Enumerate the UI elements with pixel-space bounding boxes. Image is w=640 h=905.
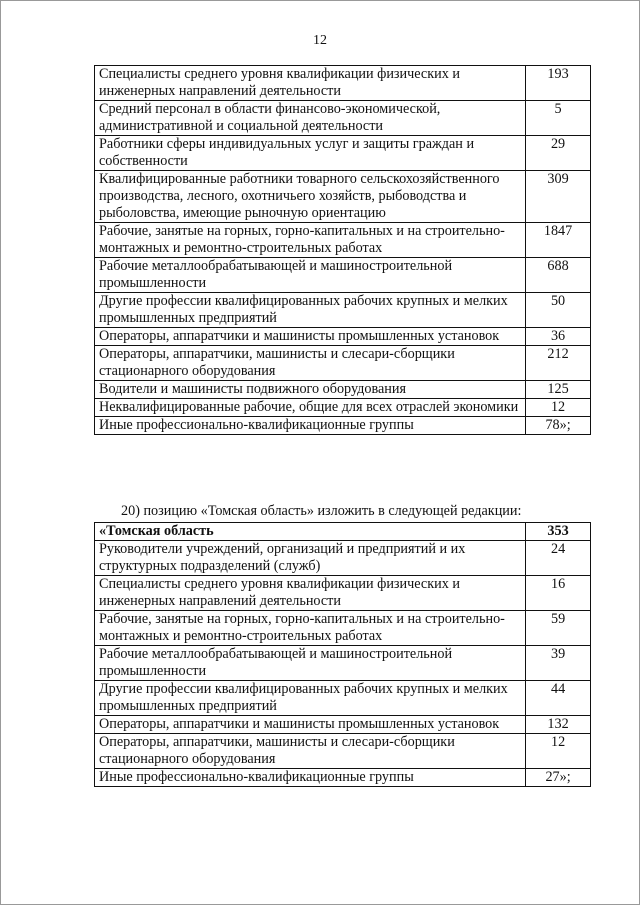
quota-value-cell: 1847 [526, 223, 591, 258]
quota-value-cell: 12 [526, 399, 591, 417]
quota-value-cell: 29 [526, 136, 591, 171]
occupation-group-cell: Руководители учреждений, организаций и предприятий и их структурных подразделений (служб) [95, 541, 526, 576]
occupation-group-cell: Водители и машинисты подвижного оборудования [95, 381, 526, 399]
table-row [95, 646, 591, 681]
table-row [95, 101, 591, 136]
occupation-group-cell: Иные профессионально-квалификационные группы [95, 769, 526, 787]
occupation-group-cell: Квалифицированные работники товарного сельскохозяйственного производства, лесного, охотничьего хозяйств, рыбоводства и рыболовства, имеющие рыночную ориентацию [95, 171, 526, 223]
table-row [95, 66, 591, 101]
quota-value-cell: 688 [526, 258, 591, 293]
occupation-group-cell: Операторы, аппаратчики, машинисты и слесари-сборщики стационарного оборудования [95, 734, 526, 769]
table-row [95, 381, 591, 399]
occupations-table-body [95, 66, 591, 435]
quota-value-cell: 44 [526, 681, 591, 716]
quota-value-cell: 59 [526, 611, 591, 646]
occupation-group-cell: Другие профессии квалифицированных рабочих крупных и мелких промышленных предприятий [95, 293, 526, 328]
occupation-group-cell: Операторы, аппаратчики и машинисты промышленных установок [95, 328, 526, 346]
occupation-group-cell: Специалисты среднего уровня квалификации физических и инженерных направлений деятельности [95, 66, 526, 101]
quota-value-cell: 27»; [526, 769, 591, 787]
quota-value-cell: 78»; [526, 417, 591, 435]
quota-value-cell: 12 [526, 734, 591, 769]
occupation-group-cell: Рабочие, занятые на горных, горно-капитальных и на строительно-монтажных и ремонтно-строительных работах [95, 223, 526, 258]
tomsk-region-table-body [95, 523, 591, 787]
table-row [95, 328, 591, 346]
quota-value-cell: 125 [526, 381, 591, 399]
occupation-group-cell: Работники сферы индивидуальных услуг и защиты граждан и собственности [95, 136, 526, 171]
region-total-cell: 353 [526, 523, 591, 541]
occupation-group-cell: Специалисты среднего уровня квалификации физических и инженерных направлений деятельности [95, 576, 526, 611]
tomsk-region-table [94, 522, 591, 787]
table-row [95, 136, 591, 171]
quota-value-cell: 36 [526, 328, 591, 346]
table-row [95, 769, 591, 787]
occupation-group-cell: Рабочие металлообрабатывающей и машиностроительной промышленности [95, 258, 526, 293]
table-row [95, 417, 591, 435]
occupation-group-cell: Неквалифицированные рабочие, общие для всех отраслей экономики [95, 399, 526, 417]
region-header-row [95, 523, 591, 541]
amendment-instruction: 20) позицию «Томская область» изложить в следующей редакции: [121, 503, 522, 519]
table-row [95, 171, 591, 223]
page-number: 12 [313, 33, 327, 48]
table-row [95, 716, 591, 734]
occupation-group-cell: Средний персонал в области финансово-экономической, административной и социальной деятельности [95, 101, 526, 136]
occupation-group-cell: Другие профессии квалифицированных рабочих крупных и мелких промышленных предприятий [95, 681, 526, 716]
quota-value-cell: 24 [526, 541, 591, 576]
quota-value-cell: 16 [526, 576, 591, 611]
table-row [95, 681, 591, 716]
table-row [95, 611, 591, 646]
quota-value-cell: 5 [526, 101, 591, 136]
quota-value-cell: 193 [526, 66, 591, 101]
occupation-group-cell: Иные профессионально-квалификационные группы [95, 417, 526, 435]
table-row [95, 576, 591, 611]
occupations-table-continued [94, 65, 591, 435]
table-row [95, 734, 591, 769]
quota-value-cell: 212 [526, 346, 591, 381]
occupation-group-cell: Рабочие, занятые на горных, горно-капитальных и на строительно-монтажных и ремонтно-строительных работах [95, 611, 526, 646]
occupation-group-cell: Операторы, аппаратчики и машинисты промышленных установок [95, 716, 526, 734]
quota-value-cell: 309 [526, 171, 591, 223]
table-row [95, 346, 591, 381]
quota-value-cell: 50 [526, 293, 591, 328]
table-row [95, 258, 591, 293]
quota-value-cell: 39 [526, 646, 591, 681]
table-row [95, 293, 591, 328]
table-row [95, 541, 591, 576]
table-row [95, 399, 591, 417]
table-row [95, 223, 591, 258]
quota-value-cell: 132 [526, 716, 591, 734]
occupation-group-cell: Рабочие металлообрабатывающей и машиностроительной промышленности [95, 646, 526, 681]
region-name-cell: «Томская область [95, 523, 526, 541]
occupation-group-cell: Операторы, аппаратчики, машинисты и слесари-сборщики стационарного оборудования [95, 346, 526, 381]
